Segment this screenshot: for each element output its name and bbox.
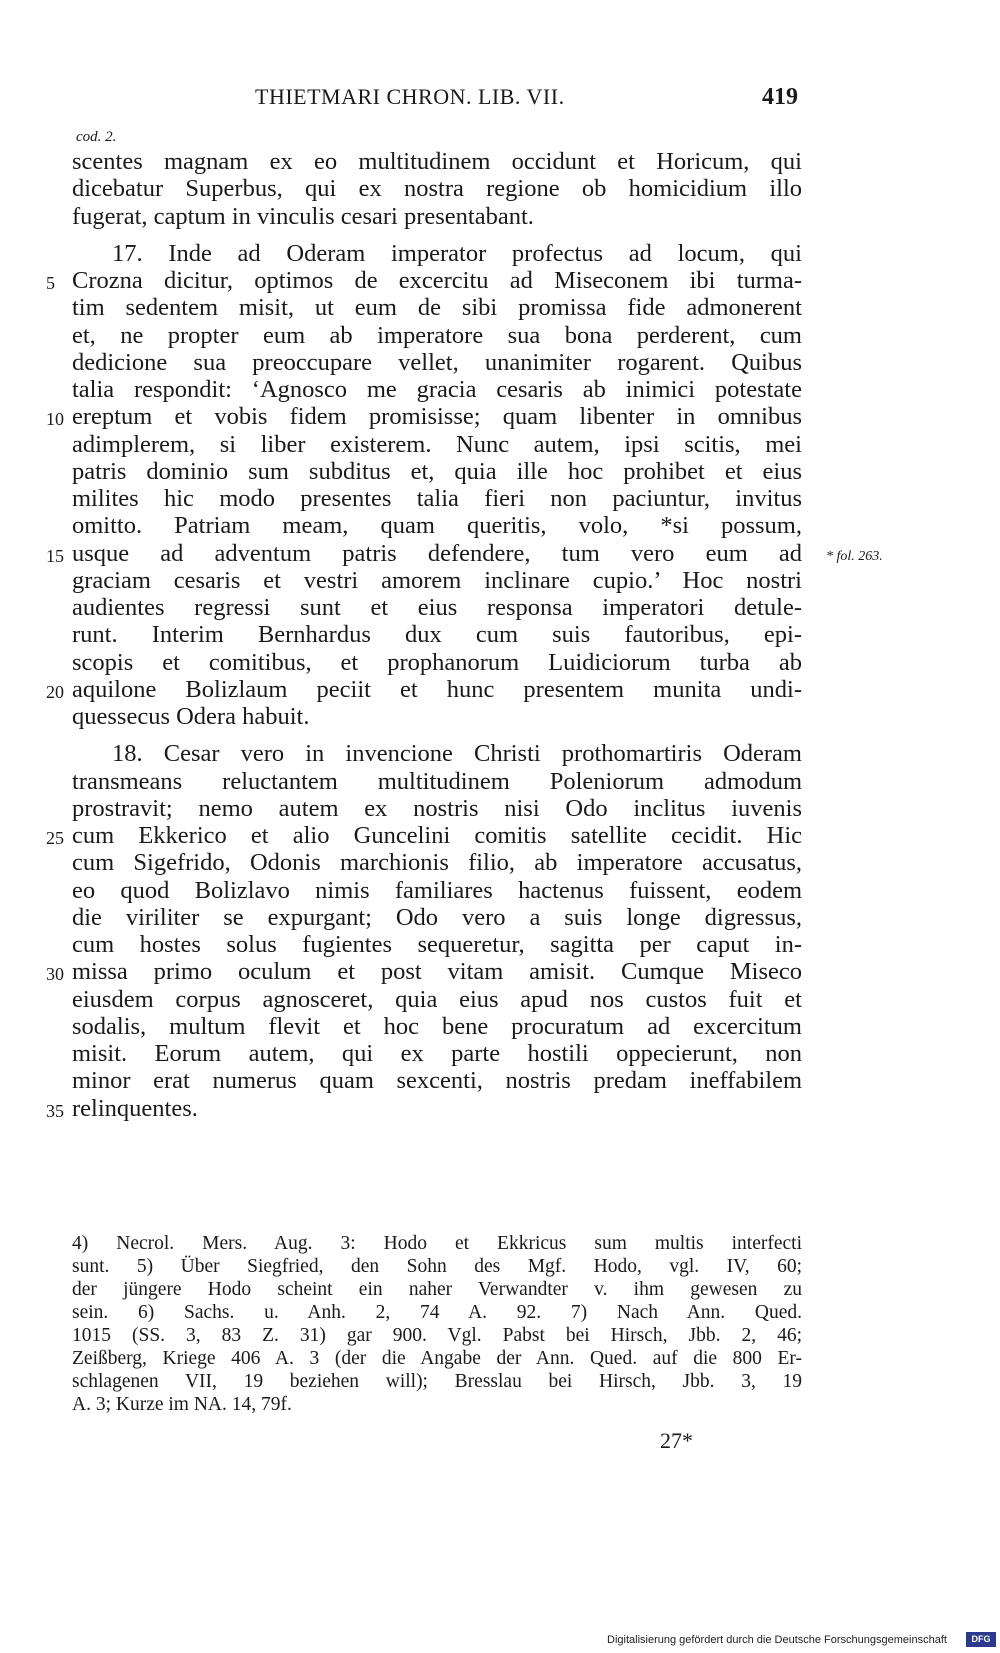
body-line: dedicione sua preoccupare vellet, unanimiter rogarent. Quibus <box>72 348 802 376</box>
body-line: fugerat, captum in vinculis cesari presentabant. <box>72 202 534 230</box>
body-line: runt. Interim Bernhardus dux cum suis fautoribus, epi- <box>72 621 802 649</box>
body-line: scopis et comitibus, et prophanorum Luidiciorum turba ab <box>72 648 802 676</box>
body-line: ereptum et vobis fidem promisisse; quam libenter in omnibus <box>72 403 802 431</box>
body-line: Crozna dicitur, optimos de excercitu ad Miseconem ibi turma- <box>72 267 802 294</box>
body-line: talia respondit: ‘Agnosco me gracia cesaris ab inimici potestate <box>72 376 802 403</box>
body-line: dicebatur Superbus, qui ex nostra regione ob homicidium illo <box>72 175 802 203</box>
line-number: 25 <box>46 828 64 848</box>
body-line: audientes regressi sunt et eius responsa imperatori detule- <box>72 594 802 621</box>
body-line: tim sedentem misit, ut eum de sibi promissa fide admonerent <box>72 294 802 322</box>
footnote-line: der jüngere Hodo scheint ein naher Verwandter v. ihm gewesen zu <box>72 1279 802 1300</box>
line-number: 30 <box>46 964 64 985</box>
dfg-logo: DFG <box>966 1632 996 1647</box>
running-head: THIETMARI CHRON. LIB. VII. <box>255 84 565 109</box>
body-line: die viriliter se expurgant; Odo vero a suis longe digressus, <box>72 903 802 931</box>
line-number: 35 <box>46 1100 64 1121</box>
body-line: graciam cesaris et vestri amorem inclinare cupio.’ Hoc nostri <box>72 566 802 594</box>
body-line: omitto. Patriam meam, quam queritis, volo, *si possum, <box>72 512 802 540</box>
folio-margin-note: * fol. 263. <box>826 549 883 564</box>
body-line: 17. Inde ad Oderam imperator profectus ad locum, qui <box>112 239 802 267</box>
body-line: aquilone Bolizlaum peciit et hunc presentem munita undi- <box>72 675 802 703</box>
line-number: 15 <box>46 545 64 566</box>
footnote-line: schlagenen VII, 19 beziehen will); Bresslau bei Hirsch, Jbb. 3, 19 <box>72 1371 802 1392</box>
body-line: eo quod Bolizlavo nimis familiares hactenus fuissent, eodem <box>72 876 802 904</box>
body-line: missa primo oculum et post vitam amisit. Cumque Miseco <box>72 958 802 986</box>
page-number: 419 <box>762 84 798 110</box>
body-line: transmeans reluctantem multitudinem Poleniorum admodum <box>72 767 802 795</box>
footnote-line: Zeißberg, Kriege 406 A. 3 (der die Angabe der Ann. Qued. auf die 800 Er- <box>72 1348 802 1369</box>
body-line: sodalis, multum flevit et hoc bene procuratum ad excercitum <box>72 1012 802 1040</box>
body-line: scentes magnam ex eo multitudinem occidunt et Horicum, qui <box>72 148 802 175</box>
body-line: quessecus Odera habuit. <box>72 703 310 730</box>
body-line: adimplerem, si liber existerem. Nunc autem, ipsi scitis, mei <box>72 430 802 458</box>
footnote-line: A. 3; Kurze im NA. 14, 79f. <box>72 1394 292 1415</box>
body-line: cum Sigefrido, Odonis marchionis filio, ab imperatore accusatus, <box>72 849 802 877</box>
body-line: cum hostes solus fugientes sequeretur, sagitta per caput in- <box>72 931 802 958</box>
body-line: et, ne propter eum ab imperatore sua bona perderent, cum <box>72 321 802 349</box>
line-number: 20 <box>46 681 64 702</box>
line-number: 5 <box>46 273 55 293</box>
body-line: 18. Cesar vero in invencione Christi prothomartiris Oderam <box>112 740 802 768</box>
body-line: usque ad adventum patris defendere, tum vero eum ad <box>72 539 802 567</box>
body-line: cum Ekkerico et alio Guncelini comitis satellite cecidit. Hic <box>72 822 802 849</box>
footnote-line: sunt. 5) Über Siegfried, den Sohn des Mgf. Hodo, vgl. IV, 60; <box>72 1256 802 1277</box>
footnote-line: 1015 (SS. 3, 83 Z. 31) gar 900. Vgl. Pabst bei Hirsch, Jbb. 2, 46; <box>72 1325 802 1346</box>
body-line: eiusdem corpus agnosceret, quia eius apud nos custos fuit et <box>72 985 802 1013</box>
footnote-line: 4) Necrol. Mers. Aug. 3: Hodo et Ekkricus sum multis interfecti <box>72 1233 802 1254</box>
sheet-signature: 27* <box>660 1428 693 1453</box>
digitization-credit: Digitalisierung gefördert durch die Deutsche Forschungsgemeinschaft <box>607 1634 947 1646</box>
manuscript-note: cod. 2. <box>76 129 117 145</box>
body-line: milites hic modo presentes talia fieri non paciuntur, invitus <box>72 485 802 512</box>
body-line: relinquentes. <box>72 1094 198 1122</box>
line-number: 10 <box>46 409 64 430</box>
body-line: minor erat numerus quam sexcenti, nostris predam ineffabilem <box>72 1067 802 1095</box>
footnote-line: sein. 6) Sachs. u. Anh. 2, 74 A. 92. 7) Nach Ann. Qued. <box>72 1302 802 1323</box>
body-line: patris dominio sum subditus et, quia ille hoc prohibet et eius <box>72 457 802 485</box>
body-line: prostravit; nemo autem ex nostris nisi Odo inclitus iuvenis <box>72 794 802 822</box>
body-line: misit. Eorum autem, qui ex parte hostili oppecierunt, non <box>72 1040 802 1067</box>
